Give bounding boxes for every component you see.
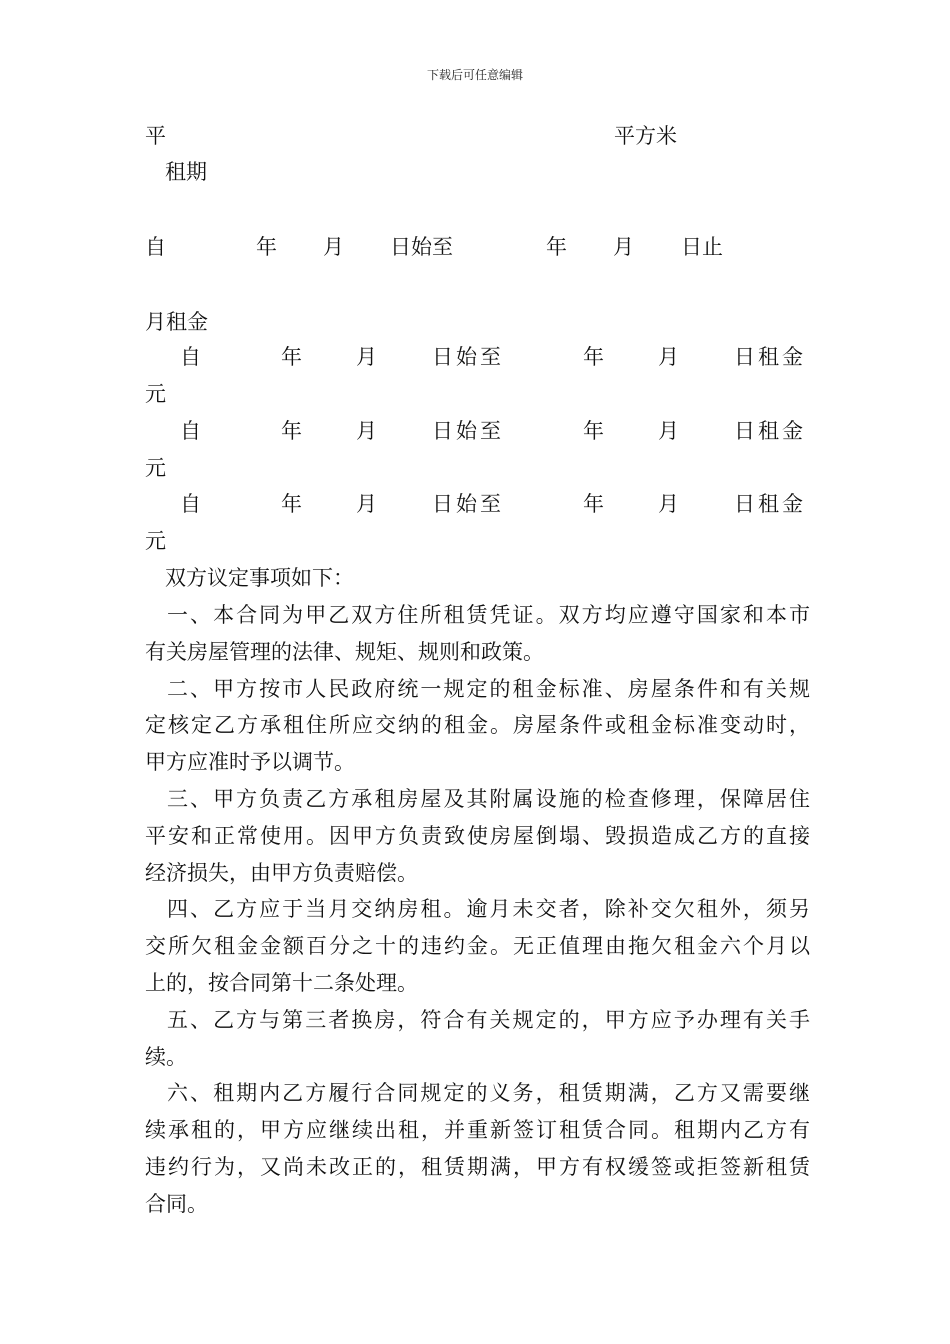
clause-line: 续。: [145, 1044, 187, 1069]
agreed-intro: 双方议定事项如下：: [165, 566, 354, 590]
clause-line: 平安和正常使用。因甲方负责致使房屋倒塌、毁损造成乙方的直接: [145, 823, 810, 848]
rent-amount-label: 日租金: [734, 492, 806, 516]
area-label-left: 平: [145, 124, 166, 148]
rent-unit: 元: [145, 529, 166, 553]
rent-day-to: 日始至: [432, 345, 504, 369]
rent-day-to: 日始至: [432, 419, 504, 443]
term-month-start: 月: [323, 235, 344, 259]
clause: [145, 597, 810, 671]
rent-amount-label: 日租金: [734, 345, 806, 369]
rent-from: 自: [180, 492, 201, 516]
clause-line: 经济损失，由甲方负责赔偿。: [145, 860, 418, 885]
rent-unit: 元: [145, 456, 166, 480]
area-unit: 平方米: [614, 124, 677, 148]
clause: [145, 781, 810, 891]
rent-month-end: 月: [658, 419, 679, 443]
clause-line: 定核定乙方承租住所应交纳的租金。房屋条件或租金标准变动时，: [145, 713, 810, 738]
rent-month-start: 月: [356, 345, 377, 369]
clause-line: 上的，按合同第十二条处理。: [145, 970, 418, 995]
rent-label: 月租金: [145, 310, 208, 334]
page-header: 下载后可任意编辑: [426, 68, 523, 82]
rent-month-end: 月: [658, 492, 679, 516]
clause-line: 二、甲方按市人民政府统一规定的租金标准、房屋条件和有关规: [167, 676, 810, 701]
rent-year-start: 年: [281, 345, 302, 369]
clause-line: 有关房屋管理的法律、规矩、规则和政策。: [145, 639, 544, 664]
clause-line: 四、乙方应于当月交纳房租。逾月未交者，除补交欠租外，须另: [167, 897, 810, 922]
rent-year-end: 年: [583, 419, 604, 443]
rent-from: 自: [180, 345, 201, 369]
clause-line: 合同。: [145, 1191, 208, 1216]
clauses: [145, 597, 810, 1223]
term-from: 自: [145, 235, 166, 259]
clause: [145, 671, 810, 781]
term-month-end: 月: [613, 235, 634, 259]
rent-day-to: 日始至: [432, 492, 504, 516]
rent-year-end: 年: [583, 492, 604, 516]
rent-unit: 元: [145, 382, 166, 406]
rent-from: 自: [180, 419, 201, 443]
rent-month-start: 月: [356, 419, 377, 443]
clause-line: 交所欠租金金额百分之十的违约金。无正值理由拖欠租金六个月以: [145, 934, 810, 959]
rent-month-end: 月: [658, 345, 679, 369]
term-year-start: 年: [256, 235, 277, 259]
clause-line: 甲方应准时予以调节。: [145, 750, 355, 775]
clause-line: 续承租的，甲方应继续出租，并重新签订租赁合同。租期内乙方有: [145, 1118, 810, 1143]
clause-line: 六、租期内乙方履行合同规定的义务，租赁期满，乙方又需要继: [167, 1081, 810, 1106]
clause-line: 五、乙方与第三者换房，符合有关规定的，甲方应予办理有关手: [167, 1007, 810, 1032]
term-year-end: 年: [546, 235, 567, 259]
rent-year-end: 年: [583, 345, 604, 369]
clause-line: 三、甲方负责乙方承租房屋及其附属设施的检查修理，保障居住: [167, 786, 810, 811]
rent-month-start: 月: [356, 492, 377, 516]
clause: [145, 891, 810, 1001]
clause: [145, 1075, 810, 1222]
clause-line: 违约行为，又尚未改正的，租赁期满，甲方有权缓签或拒签新租赁: [145, 1154, 810, 1179]
clause-line: 一、本合同为甲乙双方住所租赁凭证。双方均应遵守国家和本市: [167, 603, 810, 627]
term-day-end: 日止: [681, 235, 723, 259]
term-label: 租期: [165, 160, 207, 184]
rent-amount-label: 日租金: [734, 419, 806, 443]
rent-year-start: 年: [281, 419, 302, 443]
term-day-to: 日始至: [390, 235, 453, 259]
rent-year-start: 年: [281, 492, 302, 516]
clause: [145, 1002, 810, 1076]
